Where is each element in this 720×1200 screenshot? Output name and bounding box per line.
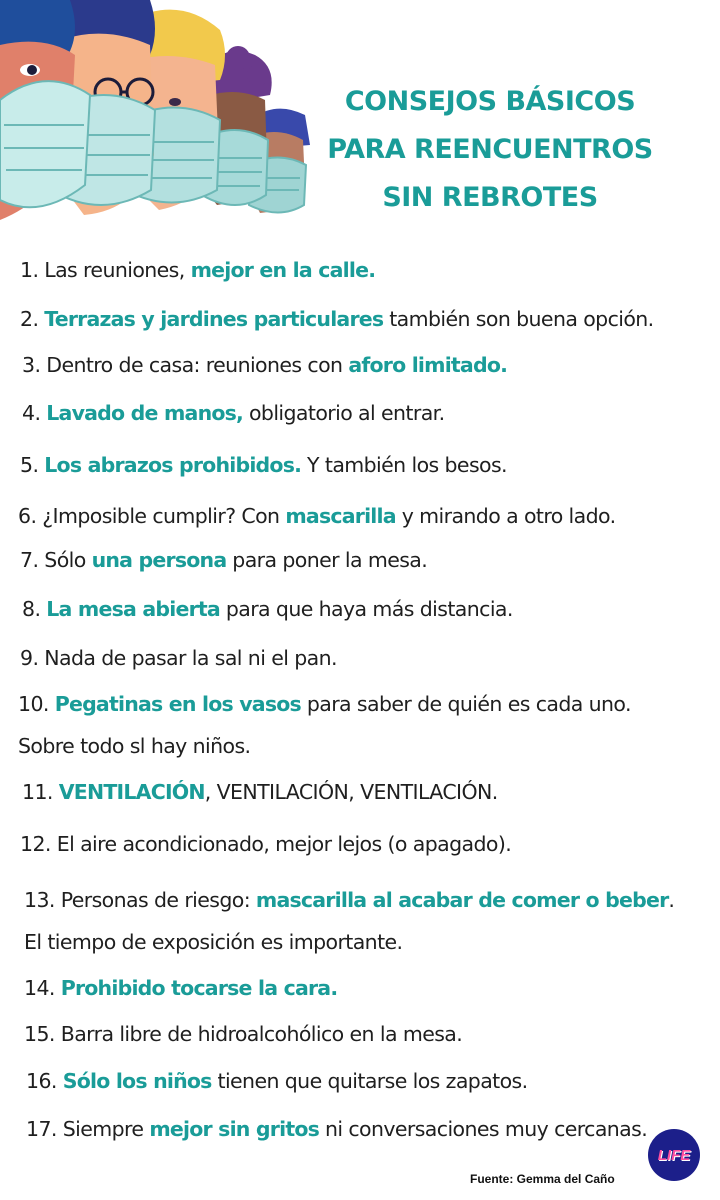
tip-2: 2. Terrazas y jardines particulares también son buena opción. — [20, 307, 654, 331]
page-title — [320, 78, 660, 222]
life-logo-text: LIFE — [657, 1146, 691, 1164]
tip-1: 1. Las reuniones, mejor en la calle. — [20, 258, 376, 282]
source-credit: Fuente: Gemma del Caño — [470, 1172, 615, 1186]
title-line-1: CONSEJOS BÁSICOS — [344, 86, 636, 117]
tip-15: 15. Barra libre de hidroalcohólico en la mesa. — [24, 1022, 463, 1046]
tip-7: 7. Sólo una persona para poner la mesa. — [20, 548, 428, 572]
tip-14: 14. Prohibido tocarse la cara. — [24, 976, 338, 1000]
tip-13: 13. Personas de riesgo: mascarilla al acabar de comer o beber. — [24, 888, 675, 912]
title-line-2: PARA REENCUENTROS — [327, 134, 653, 165]
title-line-3: SIN REBROTES — [382, 182, 598, 213]
tip-10-continuation: Sobre todo sl hay niños. — [18, 734, 251, 758]
tip-13-continuation: El tiempo de exposición es importante. — [24, 930, 403, 954]
tip-8: 8. La mesa abierta para que haya más distancia. — [22, 597, 513, 621]
tip-12: 12. El aire acondicionado, mejor lejos (o apagado). — [20, 832, 512, 856]
people-wearing-masks-illustration — [0, 0, 320, 230]
tip-9: 9. Nada de pasar la sal ni el pan. — [20, 646, 337, 670]
tip-5: 5. Los abrazos prohibidos. Y también los besos. — [20, 453, 507, 477]
tip-11: 11. VENTILACIÓN, VENTILACIÓN, VENTILACIÓN. — [22, 780, 498, 804]
tip-16: 16. Sólo los niños tienen que quitarse los zapatos. — [26, 1069, 528, 1093]
tip-6: 6. ¿Imposible cumplir? Con mascarilla y mirando a otro lado. — [18, 504, 616, 528]
life-logo — [648, 1129, 700, 1181]
tip-4: 4. Lavado de manos, obligatorio al entrar. — [22, 401, 445, 425]
tip-10: 10. Pegatinas en los vasos para saber de quién es cada uno. — [18, 692, 631, 716]
tip-3: 3. Dentro de casa: reuniones con aforo limitado. — [22, 353, 508, 377]
tip-17: 17. Siempre mejor sin gritos ni conversaciones muy cercanas. — [26, 1117, 648, 1141]
